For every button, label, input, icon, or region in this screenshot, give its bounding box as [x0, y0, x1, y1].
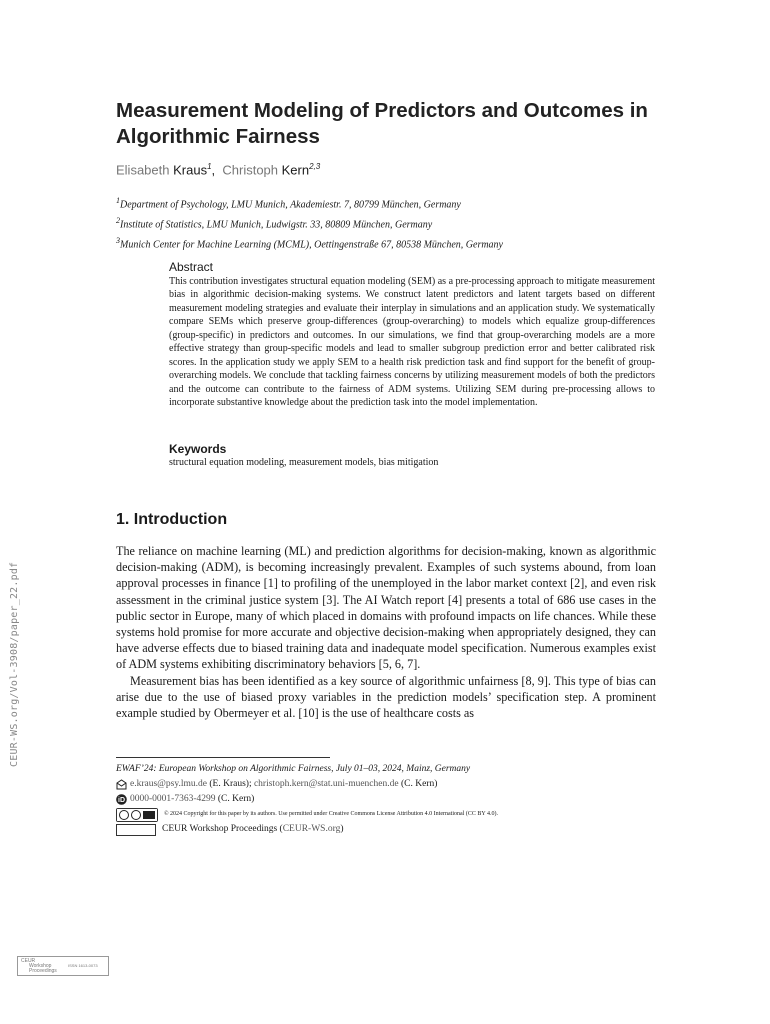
- ceur-logo-icon: [116, 824, 156, 836]
- envelope-icon: [116, 779, 127, 790]
- keywords-text: structural equation modeling, measurement models, bias mitigation: [169, 457, 439, 468]
- ceur-corner-logo: CEUR Workshop Proceedings ISSN 1613-0073: [17, 956, 109, 976]
- affiliation: $^1$Department of Psychology, LMU Munich, Akademiestr. 7, 80799 München, Germany: [116, 196, 461, 211]
- paragraph: Measurement bias has been identified as a key source of algorithmic unfairness [8, 9]. This type of bias can arise due to the use of biased proxy variables in the prediction models’ specification step. A prominent example studied by Obermeyer et al. [10] is the use of healthcare costs as: [116, 673, 656, 721]
- email-link[interactable]: e.kraus@psy.lmu.de: [130, 779, 207, 789]
- affiliations: [116, 193, 503, 252]
- abstract-text: This contribution investigates structural equation modeling (SEM) as a pre-processing approach to mitigate measurement bias in algorithmic decision-making systems. We construct latent predictors and latent targets based on different measurement modeling strategies and evaluate their interplay in simulations and an application study. We systematically compare SEMs which preserve group-differences (group-overarching) to models which equalize group-differences (group-specific) in predictors and outcomes. In our simulations, we find that group-overarching models are a more effective strategy than group-specific models and lead to smaller subgroup prediction error and better calibrated risk scores. In the application study we apply SEM to a health risk prediction task and find support for the benefit of group-overarching models. We conclude that tackling fairness concerns by utilizing measurement models of both the predictors and the outcome can contribute to the fairness of ADM systems. Utilizing SEM during pre-processing allows to incorporate substantive knowledge about the prediction task into the model implementation.: [169, 276, 655, 409]
- keywords-heading: Keywords: [169, 442, 227, 456]
- footnotes: [116, 762, 498, 837]
- svg-text:iD: iD: [118, 797, 125, 805]
- workshop-note: EWAF’24: European Workshop on Algorithmic Fairness, July 01–03, 2024, Mainz, Germany: [116, 764, 471, 774]
- cc-by-license-icon: [116, 808, 158, 822]
- proceedings-line: CEUR Workshop Proceedings ( CEUR-WS.org ): [116, 822, 498, 837]
- author-superscript: 1: [207, 162, 212, 171]
- author-superscript: 2,3: [309, 162, 321, 171]
- copyright-text: © 2024 Copyright for this paper by its authors. Use permitted under Creative Commons License Attribution 4.0 International (CC BY 4.0).: [164, 811, 498, 817]
- email-link[interactable]: christoph.kern@stat.uni-muenchen.de: [253, 779, 399, 789]
- paragraph: The reliance on machine learning (ML) and prediction algorithms for decision-making, known as algorithmic decision-making (ADM), is becoming increasingly prevalent. Examples of such systems abound, from loan approval processes in finance [1] to profiling of the unemployed in the labor market context [2], and even risk assessment in the criminal justice system [3]. The AI Watch report [4] presents a total of 686 use cases in the public sector in Europe, many of which placed in domains with profound impacts on life chances. While these systems hold promise for more accurate and objective decision-making when appropriately designed, they can have adverse effects due to biased training data and inadequate model specification. Numerous examples exist of ADM systems exhibiting discriminatory behaviors [5, 6, 7].: [116, 544, 656, 672]
- ceur-link[interactable]: CEUR-WS.org: [282, 824, 341, 834]
- author-list: Elisabeth Kraus$^1$, Christoph Kern$^{2,3}$: [116, 162, 321, 178]
- side-url-label: CEUR-WS.org/Vol-3908/paper_22.pdf: [9, 561, 20, 767]
- orcid-link[interactable]: 0000-0001-7363-4299: [130, 794, 216, 804]
- author-last-name: Kraus: [173, 162, 208, 178]
- email-line: e.kraus@psy.lmu.de (E. Kraus); christoph.kern@stat.uni-muenchen.de (C. Kern): [116, 777, 498, 792]
- orcid-icon: [116, 794, 127, 805]
- affiliation: $^2$Institute of Statistics, LMU Munich, Ludwigstr. 33, 80809 München, Germany: [116, 215, 433, 231]
- affiliation: $^3$Munich Center for Machine Learning (MCML), Oettingenstraße 67, 80538 München, Germany: [116, 235, 503, 250]
- license-line: [116, 807, 498, 822]
- paper-title: Measurement Modeling of Predictors and Outcomes in Algorithmic Fairness: [116, 99, 648, 148]
- author-first-name: Elisabeth: [116, 162, 170, 178]
- section-heading: 1. Introduction: [116, 511, 228, 528]
- abstract-heading: Abstract: [169, 260, 214, 274]
- author-last-name: Kern: [281, 162, 310, 178]
- footnote-rule: [116, 757, 330, 758]
- author-first-name: Christoph: [222, 162, 279, 178]
- orcid-line: iD 0000-0001-7363-4299 (C. Kern): [116, 792, 498, 807]
- body-text: [116, 543, 656, 721]
